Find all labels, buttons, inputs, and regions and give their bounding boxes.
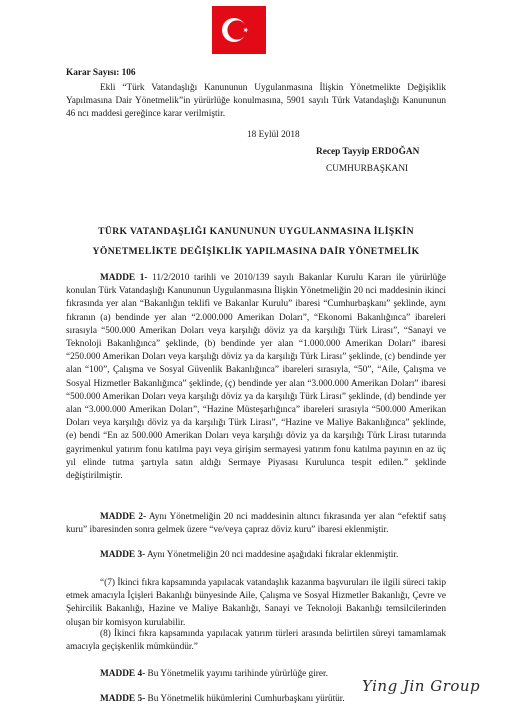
- article-text: Bu Yönetmelik yayımı tarihinde yürürlüğe girer.: [147, 669, 328, 679]
- turkish-flag-icon: [212, 6, 266, 54]
- decision-intro: [66, 82, 446, 122]
- intro-text: Ekli “Türk Vatandaşlığı Kanununun Uygulanmasına İlişkin Yönetmelikte Değişiklik Yapılmasına Dair Yönetmelik”in yürürlüğe konulmasına, 5901 sayılı Türk Vatandaşlığı Kanununun 46 ncı maddesi gereğince karar verilmiştir.: [66, 83, 446, 120]
- article-text: 11/2/2010 tarihli ve 2010/139 sayılı Bakanlar Kurulu Kararı ile yürürlüğe konulan Türk Vatandaşlığı Kanununun Uygulanmasına İlişkin Yönetmeliğin 20 nci maddesinin ikinci fıkrasında yer alan “Bakanlığın teklifi ve Bakanlar Kurulu” ibaresi “Cumhurbaşkanı” şeklinde, aynı fıkranın (a) bendinde yer alan “2.000.000 Amerikan Doları”, “Ekonomi Bakanlığınca” ibareleri sırasıyla “500.000 Amerikan Doları veya karşılığı döviz ya da karşılığı Türk Lirası”, “Sanayi ve Teknoloji Bakanlığınca” şeklinde, (b) bendinde yer alan “1.000.000 Amerikan Doları” ibaresi “250.000 Amerikan Doları veya karşılığı döviz ya da karşılığı Türk Lirası” şeklinde, (c) bendinde yer alan “100”, Çalışma ve Sosyal Güvenlik Bakanlığınca” ibareleri sırasıyla, “50”, “Aile, Çalışma ve Sosyal Hizmetler Bakanlığınca” şeklinde, (ç) bendinde yer alan “3.000.000 Amerikan Doları” ibaresi “500.000 Amerikan Doları veya karşılığı döviz ya da karşılığı Türk Lirası” şeklinde, (d) bendinde yer alan “3.000.000 Amerikan Doları”, “Hazine Müsteşarlığınca” ibareleri sırasıyla “500.000 Amerikan Doları veya karşılığı döviz ya da karşılığı Türk Lirası”, “Hazine ve Maliye Bakanlığınca” şeklinde, (e) bendi “En az 500.000 Amerikan Doları veya karşılığı döviz ya da karşılığı Türk Lirası tutarında gayrimenkul yatırım fonu katılma payı veya girişim sermayesi yatırım fonu katılma payının en az üç yıl elinde tutma şartıyla satın aldığı Sermaye Piyasası Kurulunca tespit edilen.” şeklinde değiştirilmiştir.: [66, 273, 447, 482]
- paragraph-8: [66, 628, 446, 654]
- paragraph-text: (8) İkinci fıkra kapsamında yapılacak yatırım türleri arasında belirtilen süreyi tamamlamak amacıyla geçişkenlik mümkündür.”: [66, 629, 446, 653]
- signer-title: CUMHURBAŞKANI: [326, 164, 409, 174]
- article-2: [66, 511, 446, 537]
- article-text: Aynı Yönetmeliğin 20 nci maddesine aşağıdaki fıkralar eklenmiştir.: [147, 550, 399, 560]
- article-text: Bu Yönetmelik hükümlerini Cumhurbaşkanı yürütür.: [147, 694, 345, 704]
- regulation-title-line1: TÜRK VATANDAŞLIĞI KANUNUNUN UYGULANMASINA İLİŞKİN: [98, 226, 414, 237]
- article-label: MADDE 4-: [100, 669, 146, 679]
- article-label: MADDE 5-: [100, 694, 146, 704]
- article-label: MADDE 1-: [100, 273, 148, 283]
- regulation-title-line2: YÖNETMELİKTE DEĞİŞİKLİK YAPILMASINA DAİR YÖNETMELİK: [92, 246, 420, 257]
- article-3: [66, 549, 446, 562]
- watermark-logo: Ying Jin Group: [362, 677, 481, 695]
- article-label: MADDE 3-: [100, 550, 146, 560]
- article-label: MADDE 2-: [100, 512, 147, 522]
- signer-name: Recep Tayyip ERDOĞAN: [316, 147, 420, 157]
- article-text: Aynı Yönetmeliğin 20 nci maddesinin altıncı fıkrasında yer alan “efektif satış kuru” ibaresinden sonra gelmek üzere “ve/veya çapraz döviz kuru” ibaresi eklenmiştir.: [66, 512, 446, 536]
- paragraph-7: [66, 577, 446, 630]
- paragraph-text: “(7) İkinci fıkra kapsamında yapılacak vatandaşlık kazanma başvuruları ile ilgili süreci takip etmek amacıyla İçişleri Bakanlığı bünyesinde Aile, Çalışma ve Sosyal Hizmetler Bakanlığı, Çevre ve Şehircilik Bakanlığı, Hazine ve Maliye Bakanlığı, Sanayi ve Teknoloji Bakanlığı temsilcilerinden oluşan bir komisyon kurulabilir.: [66, 578, 446, 628]
- regulation-title: [66, 222, 446, 262]
- decision-number: Karar Sayısı: 106: [66, 68, 136, 78]
- decision-date: 18 Eylül 2018: [247, 130, 300, 140]
- article-1: [66, 272, 446, 483]
